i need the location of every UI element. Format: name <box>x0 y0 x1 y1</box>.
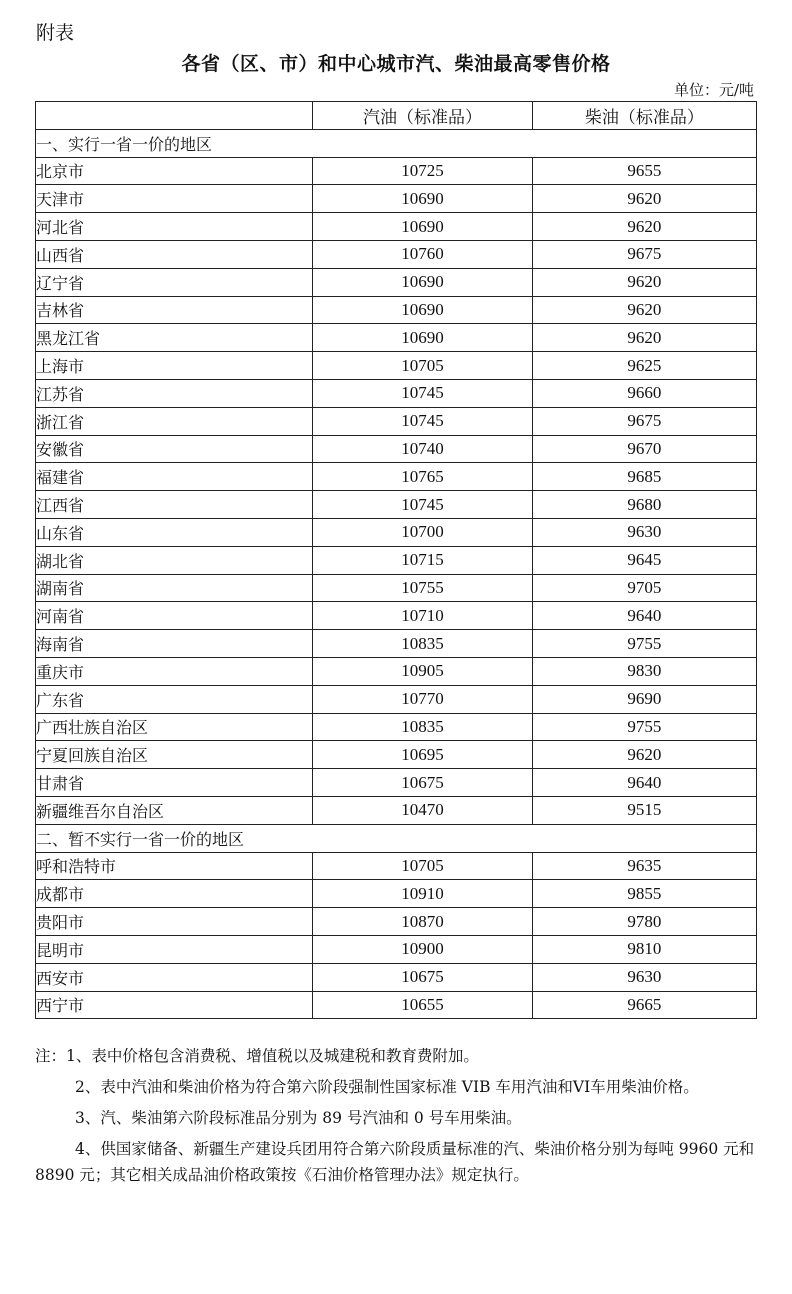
note-4: 4、供国家储备、新疆生产建设兵团用符合第六阶段质量标准的汽、柴油价格分别为每吨 9960 元和 8890 元；其它相关成品油价格政策按《石油价格管理办法》规定执行。 <box>35 1140 755 1184</box>
gasoline-price-cell: 10835 <box>313 630 532 658</box>
region-name-cell: 昆明市 <box>36 935 313 963</box>
region-name-cell: 山西省 <box>36 240 313 268</box>
gasoline-price-cell: 10745 <box>313 379 532 407</box>
diesel-price-cell: 9645 <box>532 546 756 574</box>
gasoline-price-cell: 10740 <box>313 435 532 463</box>
region-name-cell: 广东省 <box>36 685 313 713</box>
note-3: 3、汽、柴油第六阶段标准品分别为 89 号汽油和 0 号车用柴油。 <box>75 1109 522 1127</box>
region-name-cell: 湖北省 <box>36 546 313 574</box>
gasoline-price-cell: 10765 <box>313 463 532 491</box>
table-row <box>36 407 757 435</box>
gasoline-price-cell: 10690 <box>313 185 532 213</box>
table-row <box>36 880 757 908</box>
diesel-price-cell: 9755 <box>532 713 756 741</box>
gasoline-price-cell: 10675 <box>313 963 532 991</box>
gasoline-price-cell: 10700 <box>313 518 532 546</box>
gasoline-price-cell: 10770 <box>313 685 532 713</box>
table-row <box>36 185 757 213</box>
header-region <box>36 102 313 130</box>
region-name-cell: 河北省 <box>36 213 313 241</box>
diesel-price-cell: 9640 <box>532 602 756 630</box>
diesel-price-cell: 9515 <box>532 796 756 824</box>
gasoline-price-cell: 10755 <box>313 574 532 602</box>
diesel-price-cell: 9670 <box>532 435 756 463</box>
gasoline-price-cell: 10835 <box>313 713 532 741</box>
diesel-price-cell: 9655 <box>532 157 756 185</box>
region-name-cell: 成都市 <box>36 880 313 908</box>
table-row <box>36 908 757 936</box>
gasoline-price-cell: 10690 <box>313 324 532 352</box>
table-row <box>36 991 757 1019</box>
region-name-cell: 江苏省 <box>36 379 313 407</box>
gasoline-price-cell: 10905 <box>313 657 532 685</box>
table-body <box>36 129 757 1019</box>
gasoline-price-cell: 10715 <box>313 546 532 574</box>
gasoline-price-cell: 10870 <box>313 908 532 936</box>
diesel-price-cell: 9630 <box>532 963 756 991</box>
region-name-cell: 上海市 <box>36 352 313 380</box>
section-title: 一、实行一省一价的地区 <box>36 129 757 157</box>
table-row <box>36 268 757 296</box>
table-row <box>36 713 757 741</box>
diesel-price-cell: 9830 <box>532 657 756 685</box>
region-name-cell: 山东省 <box>36 518 313 546</box>
region-name-cell: 江西省 <box>36 491 313 519</box>
gasoline-price-cell: 10760 <box>313 240 532 268</box>
diesel-price-cell: 9855 <box>532 880 756 908</box>
table-row <box>36 630 757 658</box>
header-diesel: 柴油（标准品） <box>532 102 756 130</box>
region-name-cell: 贵阳市 <box>36 908 313 936</box>
table-row <box>36 296 757 324</box>
region-name-cell: 北京市 <box>36 157 313 185</box>
table-header-row <box>36 102 757 130</box>
diesel-price-cell: 9675 <box>532 407 756 435</box>
region-name-cell: 重庆市 <box>36 657 313 685</box>
table-row <box>36 352 757 380</box>
region-name-cell: 广西壮族自治区 <box>36 713 313 741</box>
unit-label: 单位：元/吨 <box>673 81 754 99</box>
table-row <box>36 935 757 963</box>
diesel-price-cell: 9660 <box>532 379 756 407</box>
table-row <box>36 963 757 991</box>
region-name-cell: 甘肃省 <box>36 769 313 797</box>
table-row <box>36 324 757 352</box>
note-2: 2、表中汽油和柴油价格为符合第六阶段强制性国家标准 VIB 车用汽油和VI车用柴油价格。 <box>75 1078 699 1096</box>
gasoline-price-cell: 10690 <box>313 296 532 324</box>
diesel-price-cell: 9680 <box>532 491 756 519</box>
region-name-cell: 湖南省 <box>36 574 313 602</box>
region-name-cell: 浙江省 <box>36 407 313 435</box>
table-row <box>36 796 757 824</box>
diesel-price-cell: 9690 <box>532 685 756 713</box>
diesel-price-cell: 9665 <box>532 991 756 1019</box>
table-row <box>36 657 757 685</box>
diesel-price-cell: 9755 <box>532 630 756 658</box>
region-name-cell: 福建省 <box>36 463 313 491</box>
table-row <box>36 435 757 463</box>
gasoline-price-cell: 10745 <box>313 407 532 435</box>
gasoline-price-cell: 10745 <box>313 491 532 519</box>
table-row <box>36 213 757 241</box>
table-row <box>36 240 757 268</box>
gasoline-price-cell: 10655 <box>313 991 532 1019</box>
diesel-price-cell: 9620 <box>532 741 756 769</box>
table-row <box>36 852 757 880</box>
gasoline-price-cell: 10470 <box>313 796 532 824</box>
table-row <box>36 574 757 602</box>
table-row <box>36 546 757 574</box>
region-name-cell: 宁夏回族自治区 <box>36 741 313 769</box>
region-name-cell: 安徽省 <box>36 435 313 463</box>
diesel-price-cell: 9780 <box>532 908 756 936</box>
table-row <box>36 379 757 407</box>
diesel-price-cell: 9620 <box>532 296 756 324</box>
gasoline-price-cell: 10690 <box>313 213 532 241</box>
diesel-price-cell: 9630 <box>532 518 756 546</box>
diesel-price-cell: 9810 <box>532 935 756 963</box>
footnotes <box>35 1043 757 1193</box>
region-name-cell: 海南省 <box>36 630 313 658</box>
section-row <box>36 129 757 157</box>
diesel-price-cell: 9685 <box>532 463 756 491</box>
table-row <box>36 157 757 185</box>
table-row <box>36 769 757 797</box>
document-title: 各省（区、市）和中心城市汽、柴油最高零售价格 <box>181 53 611 75</box>
gasoline-price-cell: 10900 <box>313 935 532 963</box>
diesel-price-cell: 9635 <box>532 852 756 880</box>
region-name-cell: 黑龙江省 <box>36 324 313 352</box>
gasoline-price-cell: 10690 <box>313 268 532 296</box>
table-row <box>36 491 757 519</box>
price-table <box>35 101 757 1019</box>
diesel-price-cell: 9620 <box>532 324 756 352</box>
region-name-cell: 西宁市 <box>36 991 313 1019</box>
gasoline-price-cell: 10705 <box>313 352 532 380</box>
table-row <box>36 741 757 769</box>
region-name-cell: 辽宁省 <box>36 268 313 296</box>
table-row <box>36 463 757 491</box>
region-name-cell: 新疆维吾尔自治区 <box>36 796 313 824</box>
region-name-cell: 西安市 <box>36 963 313 991</box>
gasoline-price-cell: 10725 <box>313 157 532 185</box>
note-1: 注：1、表中价格包含消费税、增值税以及城建税和教育费附加。 <box>35 1047 479 1065</box>
gasoline-price-cell: 10910 <box>313 880 532 908</box>
diesel-price-cell: 9620 <box>532 213 756 241</box>
region-name-cell: 吉林省 <box>36 296 313 324</box>
region-name-cell: 河南省 <box>36 602 313 630</box>
header-gasoline: 汽油（标准品） <box>313 102 532 130</box>
gasoline-price-cell: 10675 <box>313 769 532 797</box>
table-row <box>36 518 757 546</box>
gasoline-price-cell: 10705 <box>313 852 532 880</box>
region-name-cell: 呼和浩特市 <box>36 852 313 880</box>
diesel-price-cell: 9705 <box>532 574 756 602</box>
table-row <box>36 602 757 630</box>
diesel-price-cell: 9625 <box>532 352 756 380</box>
gasoline-price-cell: 10710 <box>313 602 532 630</box>
attachment-label: 附表 <box>36 22 75 44</box>
table-row <box>36 685 757 713</box>
diesel-price-cell: 9675 <box>532 240 756 268</box>
diesel-price-cell: 9640 <box>532 769 756 797</box>
diesel-price-cell: 9620 <box>532 268 756 296</box>
section-row <box>36 824 757 852</box>
region-name-cell: 天津市 <box>36 185 313 213</box>
gasoline-price-cell: 10695 <box>313 741 532 769</box>
diesel-price-cell: 9620 <box>532 185 756 213</box>
section-title: 二、暂不实行一省一价的地区 <box>36 824 757 852</box>
